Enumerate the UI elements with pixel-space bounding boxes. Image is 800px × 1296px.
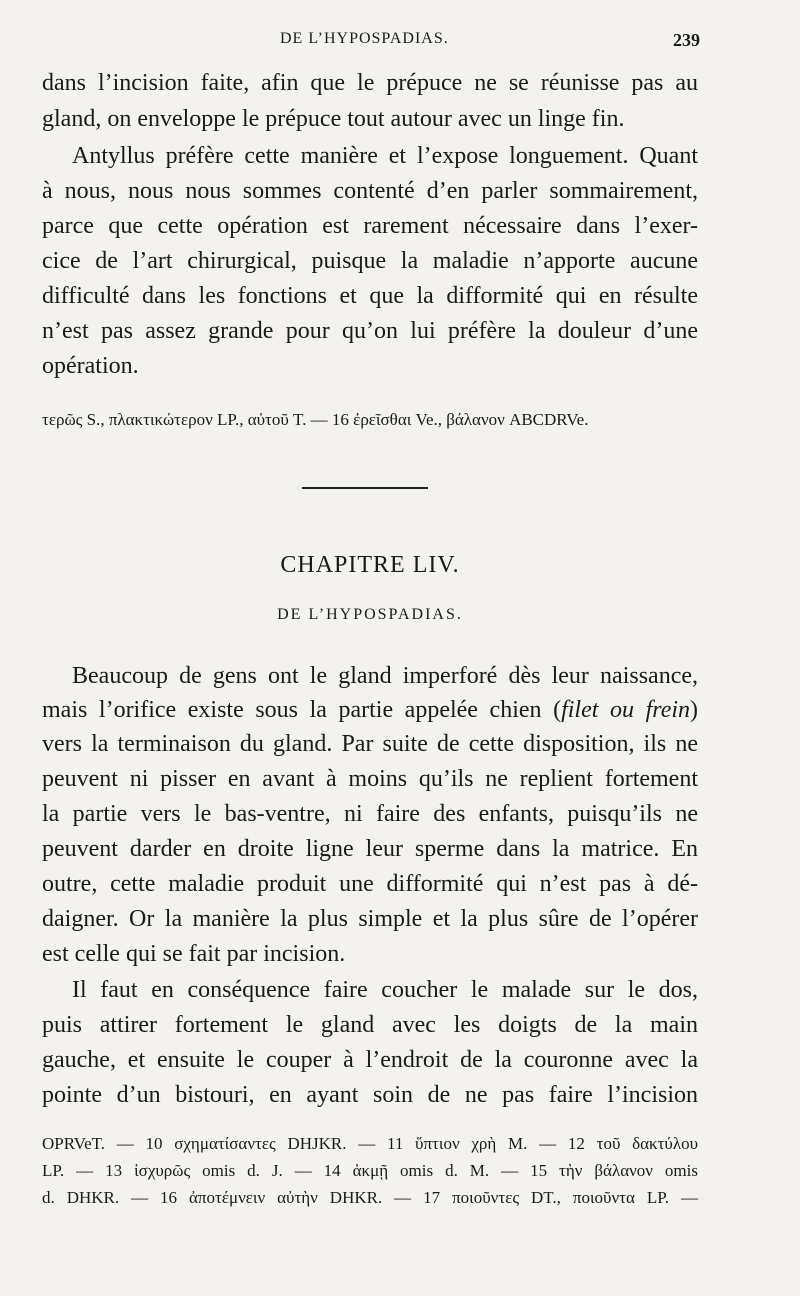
text-line: daigner. Or la manière la plus simple et la plus sûre de l’opérer bbox=[42, 906, 698, 932]
text-run: mais l’orifice existe sous la partie appelée chien ( bbox=[42, 697, 562, 723]
text-line: dans l’incision faite, afin que le prépuce ne se réunisse pas au bbox=[42, 70, 698, 96]
section-separator-rule bbox=[302, 487, 428, 489]
text-line: gauche, et ensuite le couper à l’endroit de la couronne avec la bbox=[42, 1047, 698, 1073]
chapter-subtitle: DE L’HYPOSPADIAS. bbox=[277, 606, 463, 623]
running-head bbox=[260, 30, 700, 54]
footnote-line: OPRVeT. — 10 σχηματίσαντες DHJKR. — 11 ὕπτιον χρὴ M. — 12 τοῦ δακτύλου bbox=[42, 1134, 698, 1153]
text-line: à nous, nous nous sommes contenté d’en parler sommairement, bbox=[42, 178, 698, 204]
footnote-line: LP. — 13 ἰσχυρῶς omis d. J. — 14 ἀκμῇ omis d. M. — 15 τὴν βάλανον omis bbox=[42, 1161, 698, 1180]
text-line: est celle qui se fait par incision. bbox=[42, 941, 346, 967]
footnote-line: d. DHKR. — 16 ἀποτέμνειν αὐτὴν DHKR. — 17 ποιοῦντες DT., ποιοῦντα LP. — bbox=[42, 1188, 698, 1207]
text-line: gland, on enveloppe le prépuce tout autour avec un linge fin. bbox=[42, 106, 625, 132]
text-line: peuvent ni pisser en avant à moins qu’ils ne replient fortement bbox=[42, 766, 698, 792]
text-line: Antyllus préfère cette manière et l’expose longuement. Quant bbox=[72, 143, 698, 169]
text-line: opération. bbox=[42, 353, 139, 379]
text-line bbox=[42, 693, 698, 727]
text-line: parce que cette opération est rarement nécessaire dans l’exer- bbox=[42, 213, 698, 239]
text-line: n’est pas assez grande pour qu’on lui préfère la douleur d’une bbox=[42, 318, 698, 344]
text-line: peuvent darder en droite ligne leur sperme dans la matrice. En bbox=[42, 836, 698, 862]
text-line: vers la terminaison du gland. Par suite de cette disposition, ils ne bbox=[42, 731, 698, 757]
text-line: pointe d’un bistouri, en ayant soin de ne pas faire l’incision bbox=[42, 1082, 698, 1108]
text-line: difficulté dans les fonctions et que la difformité qui en résulte bbox=[42, 283, 698, 309]
footnote-line: τερῶς S., πλακτικώτερον LP., αὐτοῦ T. — 16 ἐρεῖσθαι Ve., βάλανον ABCDRVe. bbox=[42, 410, 589, 429]
page-number: 239 bbox=[673, 30, 700, 50]
text-line: Il faut en conséquence faire coucher le malade sur le dos, bbox=[72, 977, 698, 1003]
text-line: puis attirer fortement le gland avec les doigts de la main bbox=[42, 1012, 698, 1038]
chapter-title: CHAPITRE LIV. bbox=[280, 552, 460, 578]
running-title: DE L’HYPOSPADIAS. bbox=[280, 30, 449, 47]
text-line: outre, cette maladie produit une difformité qui n’est pas à dé- bbox=[42, 871, 698, 897]
text-line: Beaucoup de gens ont le gland imperforé dès leur naissance, bbox=[72, 663, 698, 689]
text-line: la partie vers le bas-ventre, ni faire des enfants, puisqu’ils ne bbox=[42, 801, 698, 827]
text-run: ) bbox=[690, 697, 699, 723]
italic-gloss: filet ou frein bbox=[561, 697, 691, 723]
text-line: cice de l’art chirurgical, puisque la maladie n’apporte aucune bbox=[42, 248, 698, 274]
